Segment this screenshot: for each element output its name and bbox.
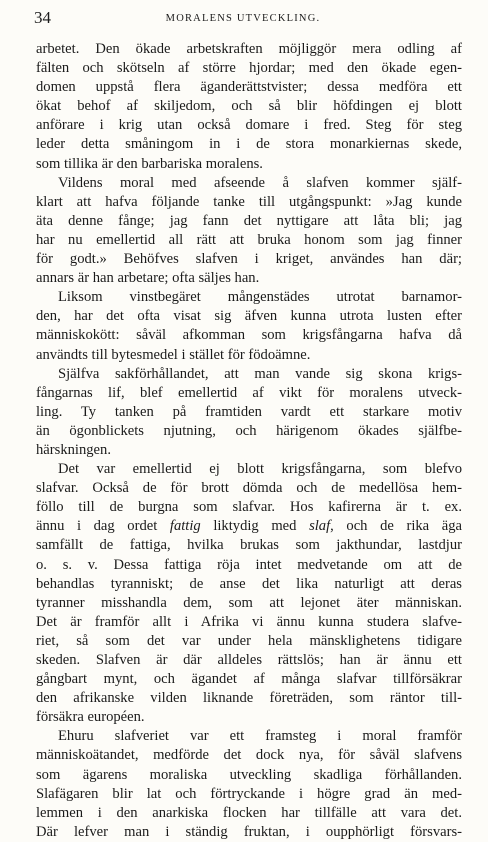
text-line: användts till bytesmedel i stället för födoämne. bbox=[36, 346, 311, 363]
text-line: gångbart mynt, och ägandet af många slafvar tillförsäkrar bbox=[36, 671, 462, 688]
text-line: Vildens moral med afseende å slafven kommer själf- bbox=[58, 174, 462, 191]
text-line: annars är han arbetare; ofta säljes han. bbox=[36, 270, 260, 287]
text-line: fångarnas lif, blef emellertid af vikt för moralens utveck- bbox=[36, 384, 462, 401]
text-line: har nu emellertid all rätt att bruka honom som jag finner bbox=[36, 231, 462, 248]
paragraph bbox=[36, 174, 462, 289]
text-line: Liksom vinstbegäret mångenstädes utrotat barnamor- bbox=[58, 289, 462, 306]
text-line: tyranner misshandla dem, som att lejonet äter människan. bbox=[36, 594, 462, 611]
page-header bbox=[34, 8, 452, 34]
text-line: som ägarens moraliska utveckling skadliga förhållanden. bbox=[36, 766, 462, 783]
text-line: som tillika är den barbariska moralens. bbox=[36, 155, 263, 172]
text-line: Själfva sakförhållandet, att man vande sig skona krigs- bbox=[58, 365, 462, 382]
text-line: riet, så som det var under hela mänsklighetens tidigare bbox=[36, 632, 462, 649]
italic-word: fattig bbox=[169, 518, 201, 535]
text-line: klart att hafva följande tanke till utgångspunkt: »Jag kunde bbox=[36, 193, 462, 210]
text-line: behandlas tyranniskt; de anse det lika naturligt att deras bbox=[36, 575, 462, 592]
text-line: den, har det ofta visat sig äfven kunna utrota lusten efter bbox=[36, 308, 462, 325]
text-line: ännu i dag ordet fattig liktydig med slaf, och de rika äga bbox=[36, 518, 462, 535]
text-line: skeden. Slafven är där alldeles rättslös; han är ännu ett bbox=[36, 652, 462, 668]
text-line: den afrikanske vilden liknande företräden, som räntor till- bbox=[36, 690, 462, 707]
paragraph bbox=[36, 460, 462, 727]
text-line: föllo till de burgna som slafvar. Hos kafirerna är t. ex. bbox=[36, 499, 462, 516]
paragraph bbox=[36, 40, 462, 174]
text-line: härskningen. bbox=[36, 441, 111, 458]
text-line: samfällt de fattiga, hvilka brukas som jakthundar, lastdjur bbox=[36, 537, 462, 554]
paragraph bbox=[36, 365, 462, 460]
text-line: försäkra européen. bbox=[36, 709, 145, 726]
text-line: människoätandet, medförde det dock nya, för såväl slafvens bbox=[36, 747, 462, 764]
text-line: för godt.» Behöfves slafven i kriget, användes han där; bbox=[36, 251, 462, 268]
text-line: än ögonblickets njutning, och härigenom ökades själfbe- bbox=[36, 422, 462, 439]
text-line: lemmen i den anarkiska flocken har tillfälle att vara det. bbox=[36, 804, 462, 821]
text-line: Ehuru slafveriet var ett framsteg i moral framför bbox=[58, 728, 462, 745]
text-line: arbetet. Den ökade arbetskraften möjliggör mera odling af bbox=[36, 41, 462, 57]
text-line: slafvar. Också de för brott dömda och de medellösa hem- bbox=[36, 480, 462, 497]
text-line: anförare i krig utan också domare i fred. Steg för steg bbox=[36, 117, 462, 134]
text-line: Slafägaren blir lat och förtryckande i högre grad än med- bbox=[36, 785, 462, 802]
text-line: domen uppstå flera äganderättstvister; dessa medföra ett bbox=[36, 79, 462, 96]
text-line: människokött: såväl afkomman som krigsfångarna hafva då bbox=[36, 327, 462, 344]
text-line: Det var emellertid ej blott krigsfångarna, som blefvo bbox=[58, 461, 462, 478]
body-text bbox=[36, 40, 462, 842]
text-line: fälten och skötseln af större hjordar; med den ökade egen- bbox=[36, 60, 462, 77]
text-line: ökat behof af skiljedom, och så blir höfdingen ej blott bbox=[36, 98, 462, 115]
text-line: Där lefver man i ständig fruktan, i oupphörligt försvars- bbox=[36, 823, 462, 840]
paragraph bbox=[36, 288, 462, 364]
paragraph bbox=[36, 727, 462, 842]
page-number: 34 bbox=[34, 8, 51, 27]
text-line: o. s. v. Dessa fattiga röja intet medvetande om att de bbox=[36, 556, 462, 573]
text-line: äta denne fånge; jag fann det nyttigare att låta bli; jag bbox=[36, 212, 462, 229]
text-line: Det är framför allt i Afrika vi ännu kunna studera slafve- bbox=[36, 613, 462, 630]
italic-word: slaf bbox=[309, 518, 331, 535]
text-line: leder detta småningom in i de stora monarkiernas skede, bbox=[36, 136, 462, 153]
running-title: MORALENS UTVECKLING. bbox=[165, 13, 321, 24]
text-line: ling. Ty tanken på framtiden vardt ett starkare motiv bbox=[36, 403, 462, 420]
